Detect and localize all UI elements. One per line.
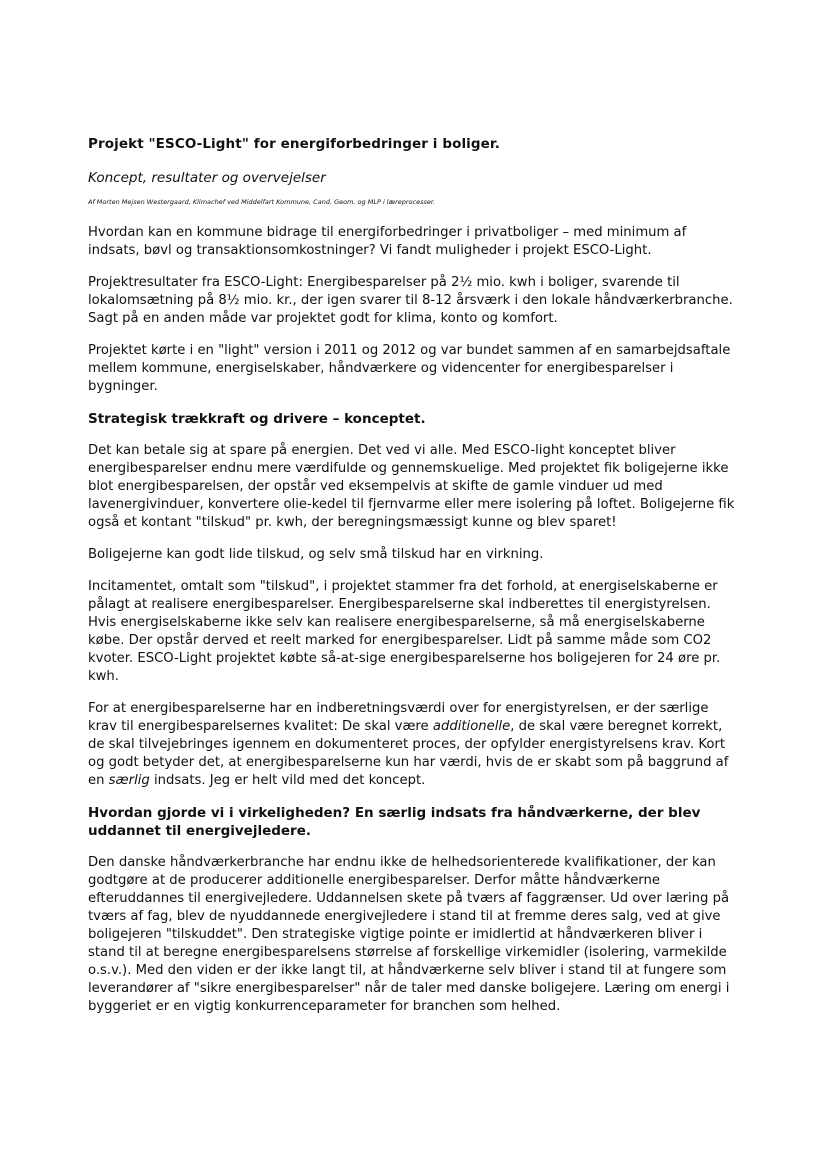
intro-paragraph-3: Projektet kørte i en "light" version i 2011 og 2012 og var bundet sammen af en samarbejdsaftale mellem kommune, energiselskaber, håndværkere og videncenter for energibesparelser i bygninger. <box>88 343 731 394</box>
document-subtitle: Koncept, resultater og overvejelser <box>88 170 326 186</box>
section-heading-concept: Strategisk trækkraft og drivere – konceptet. <box>88 411 426 427</box>
paragraph-text: , de skal være beregnet korrekt, de skal tilvejebringes igennem en dokumenteret proces, der opfylder energistyrelsens krav. Kort og godt betyder det, at energibesparelserne kun har værdi, hvis de er skabt som på baggrund af en <box>88 719 729 788</box>
section-heading-practice: Hvordan gjorde vi i virkeligheden? En særlig indsats fra håndværkerne, der blev uddannet til energivejledere. <box>88 805 701 839</box>
concept-paragraph-4 <box>88 700 738 790</box>
paragraph-text: indsats. Jeg er helt vild med det koncept. <box>149 773 426 788</box>
concept-paragraph-3: Incitamentet, omtalt som "tilskud", i projektet stammer fra det forhold, at energiselskaberne er pålagt at realisere energibesparelser. Energibesparelserne skal indberettes til energistyrelsen. Hvis energiselskaberne ikke selv kan realisere energibesparelserne, så må energiselskaberne købe. Der opstår derved et reelt marked for energibesparelser. Lidt på samme måde som CO2 kvoter. ESCO-Light projektet købte så-at-sige energibesparelserne hos boligejeren for 24 øre pr. kwh. <box>88 579 721 684</box>
document-page <box>88 136 738 1030</box>
practice-paragraph-1: Den danske håndværkerbranche har endnu ikke de helhedsorienterede kvalifikationer, der kan godtgøre at de producerer additionelle energibesparelser. Derfor måtte håndværkerne efteruddannes til energivejledere. Uddannelsen skete på tværs af faggrænser. Ud over læring på tværs af fag, blev de nyuddannede energivejledere i stand til at fremme deres salg, ved at give boligejeren "tilskuddet". Den strategiske vigtige pointe er imidlertid at håndværkeren bliver i stand til at beregne energibesparelsens størrelse af forskellige virkemidler (isolering, varmekilde o.s.v.). Med den viden er der ikke langt til, at håndværkerne selv bliver i stand til at fungere som leverandører af "sikre energibesparelser" når de taler med danske boligejere. Læring om energi i byggeriet er en vigtig konkurrenceparameter for branchen som helhed. <box>88 855 730 1014</box>
author-byline: Af Morten Mejsen Westergaard, Klimachef ved Middelfart Kommune, Cand. Geom. og MLP i læreprocesser. <box>88 198 436 206</box>
intro-paragraph-1: Hvordan kan en kommune bidrage til energiforbedringer i privatboliger – med minimum af indsats, bøvl og transaktionsomkostninger? Vi fandt muligheder i projekt ESCO-Light. <box>88 225 687 258</box>
concept-paragraph-2: Boligejerne kan godt lide tilskud, og selv små tilskud har en virkning. <box>88 547 544 562</box>
intro-paragraph-2: Projektresultater fra ESCO-Light: Energibesparelser på 2½ mio. kwh i boliger, svarende til lokalomsætning på 8½ mio. kr., der igen svarer til 8-12 årsværk i den lokale håndværkerbranche. Sagt på en anden måde var projektet godt for klima, konto og komfort. <box>88 275 733 326</box>
emphasis-saerlig: særlig <box>108 773 150 788</box>
paragraph-text: For at energibesparelserne har en indberetningsværdi over for energistyrelsen, er der særlige krav til energibesparelsernes kvalitet: De skal være <box>88 701 709 734</box>
concept-paragraph-1: Det kan betale sig at spare på energien. Det ved vi alle. Med ESCO-light konceptet bliver energibesparelser endnu mere værdifulde og gennemskuelige. Med projektet fik boligejerne ikke blot energibesparelsen, der opstår ved eksempelvis at skifte de gamle vinduer ud med lavenergivinduer, konvertere olie-kedel til fjernvarme eller mere isolering på loftet. Boligejerne fik også et kontant "tilskud" pr. kwh, der beregningsmæssigt kunne og blev sparet! <box>88 443 735 530</box>
emphasis-additionelle: additionelle <box>432 719 511 734</box>
document-title: Projekt "ESCO-Light" for energiforbedringer i boliger. <box>88 136 500 152</box>
